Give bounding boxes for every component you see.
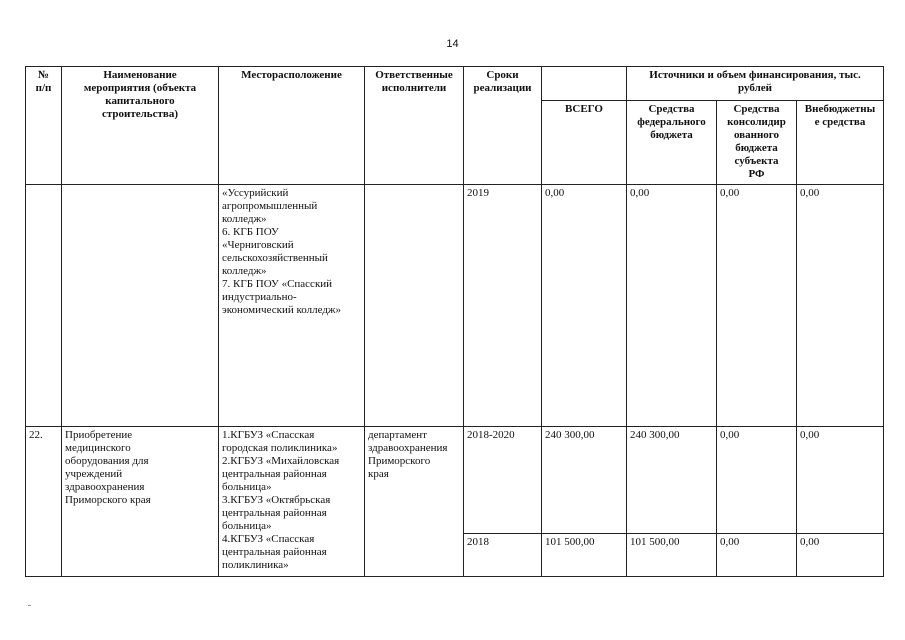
row-responsible-cell — [365, 185, 464, 427]
header-responsible: Ответственные исполнители — [365, 67, 464, 185]
header-row-top — [26, 67, 884, 101]
scan-speck — [28, 605, 31, 606]
header-consolidated: Средства консолидир ованного бюджета субъекта РФ — [717, 101, 797, 185]
header-period: Сроки реализации — [464, 67, 542, 185]
header-federal: Средства федерального бюджета — [627, 101, 717, 185]
row-responsible-cell: департамент здравоохранения Приморского края — [365, 427, 464, 577]
row-period-cell: 2018-2020 — [464, 427, 542, 534]
row-num-cell — [26, 185, 62, 427]
table-row — [26, 427, 884, 534]
row-federal-cell: 101 500,00 — [627, 534, 717, 577]
row-offbudget-cell: 0,00 — [797, 185, 884, 427]
header-name: Наименование мероприятия (объекта капитального строительства) — [62, 67, 219, 185]
row-period-cell: 2019 — [464, 185, 542, 427]
header-location: Месторасположение — [219, 67, 365, 185]
table-row — [26, 185, 884, 427]
row-num-cell: 22. — [26, 427, 62, 577]
row-name-cell — [62, 185, 219, 427]
row-offbudget-cell: 0,00 — [797, 427, 884, 534]
row-total-cell: 240 300,00 — [542, 427, 627, 534]
row-total-cell: 0,00 — [542, 185, 627, 427]
page-number: 14 — [446, 38, 459, 50]
funding-table — [25, 66, 884, 577]
row-name-cell: Приобретение медицинского оборудования для учреждений здравоохранения Приморского края — [62, 427, 219, 577]
header-total: ВСЕГО — [542, 101, 627, 185]
header-blank — [542, 67, 627, 101]
row-period-cell: 2018 — [464, 534, 542, 577]
row-total-cell: 101 500,00 — [542, 534, 627, 577]
row-consolidated-cell: 0,00 — [717, 185, 797, 427]
row-consolidated-cell: 0,00 — [717, 427, 797, 534]
row-federal-cell: 0,00 — [627, 185, 717, 427]
row-consolidated-cell: 0,00 — [717, 534, 797, 577]
row-federal-cell: 240 300,00 — [627, 427, 717, 534]
header-num: № п/п — [26, 67, 62, 185]
header-funding-group: Источники и объем финансирования, тыс. рублей — [627, 67, 884, 101]
row-location-cell: «Уссурийский агропромышленный колледж» 6. КГБ ПОУ «Черниговский сельскохозяйственный колледж» 7. КГБ ПОУ «Спасский индустриально- экономический колледж» — [219, 185, 365, 427]
row-location-cell: 1.КГБУЗ «Спасская городская поликлиника» 2.КГБУЗ «Михайловская центральная районная больница» 3.КГБУЗ «Октябрьская центральная районная больница» 4.КГБУЗ «Спасская центральная районная поликлиника» — [219, 427, 365, 577]
row-offbudget-cell: 0,00 — [797, 534, 884, 577]
header-offbudget: Внебюджетны е средства — [797, 101, 884, 185]
